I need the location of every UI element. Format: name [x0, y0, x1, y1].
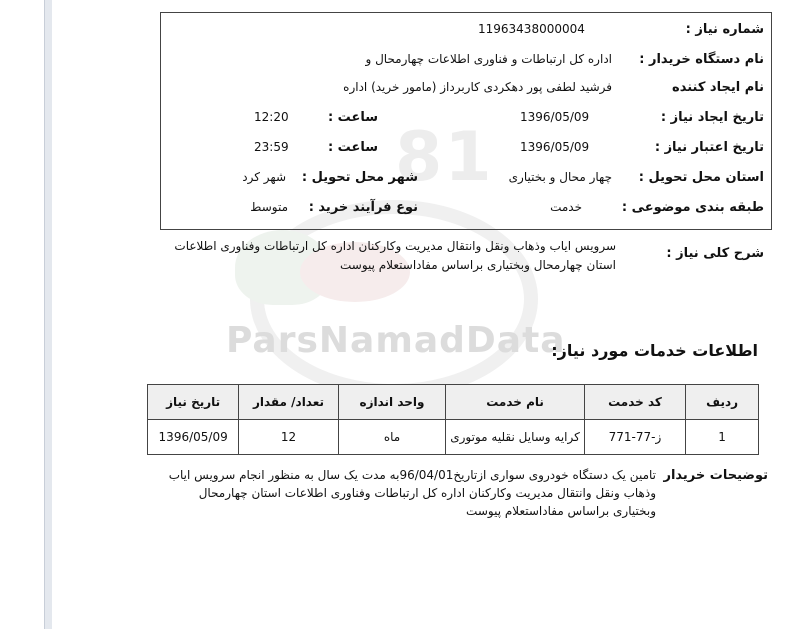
created-time-value: 12:20	[254, 110, 289, 124]
province-label: استان محل تحویل :	[638, 170, 764, 185]
creator-label: نام ایجاد کننده	[672, 80, 764, 95]
validity-time-label: ساعت :	[327, 140, 378, 155]
category-label: طبقه بندی موضوعی :	[621, 200, 764, 215]
need-number-value: 11963438000004	[478, 22, 585, 36]
buyer-notes-label: توضیحات خریدار	[663, 468, 768, 483]
process-value: متوسط	[250, 200, 288, 214]
validity-date-value: 1396/05/09	[520, 140, 590, 154]
buyer-notes-line-3: وبختیاری براساس مفاداستعلام پیوست	[466, 504, 656, 518]
col-row-number: ردیف	[686, 385, 759, 420]
services-table	[147, 384, 759, 455]
need-number-label: شماره نیاز :	[685, 22, 764, 37]
province-value: چهار محال و بختیاری	[508, 170, 612, 184]
validity-date-label: تاریخ اعتبار نیاز :	[654, 140, 764, 155]
col-quantity: تعداد/ مقدار	[239, 385, 338, 420]
services-header-row	[148, 385, 759, 420]
buyer-notes-line-1: تامین یک دستگاه خودروی سواری ازتاریخ96/04/01به مدت یک سال به منظور انجام سرویس ایاب	[168, 468, 656, 482]
buyer-value: اداره کل ارتباطات و فناوری اطلاعات چهارمحال و	[365, 52, 612, 66]
col-unit: واحد اندازه	[338, 385, 446, 420]
buyer-notes-line-2: وذهاب ونقل وانتقال مدیریت وکارکنان اداره کل ارتباطات وفناوری اطلاعات استان چهارمحال	[198, 486, 656, 500]
created-date-label: تاریخ ایجاد نیاز :	[660, 110, 764, 125]
watermark-brand: ParsNamadData	[226, 320, 566, 361]
cell-row-number: 1	[686, 420, 759, 455]
buyer-label: نام دستگاه خریدار :	[639, 52, 764, 67]
cell-service-name: کرایه وسایل نقلیه موتوری	[446, 420, 584, 455]
cell-unit: ماه	[338, 420, 446, 455]
summary-line-2: استان چهارمحال وبختیاری براساس مفاداستعلام پیوست	[339, 258, 616, 272]
table-row	[148, 420, 759, 455]
services-section-title: اطلاعات خدمات مورد نیاز:	[551, 341, 758, 360]
col-service-name: نام خدمت	[446, 385, 584, 420]
process-label: نوع فرآیند خرید :	[308, 200, 418, 215]
col-service-code: کد خدمت	[584, 385, 685, 420]
summary-line-1: سرویس ایاب وذهاب ونقل وانتقال مدیریت وکارکنان اداره کل ارتباطات وفناوری اطلاعات	[174, 239, 616, 253]
created-date-value: 1396/05/09	[520, 110, 590, 124]
buyer-notes-text	[56, 466, 656, 520]
cell-quantity: 12	[239, 420, 338, 455]
cell-service-code: ز-77-771	[584, 420, 685, 455]
summary-label: شرح کلی نیاز :	[666, 246, 764, 261]
creator-value: فرشید لطفی پور دهکردی کاربرداز (مامور خرید) اداره	[343, 80, 612, 94]
category-value: خدمت	[550, 200, 582, 214]
created-time-label: ساعت :	[327, 110, 378, 125]
watermark-number: 81	[395, 118, 494, 197]
col-need-date: تاریخ نیاز	[148, 385, 239, 420]
city-label: شهر محل تحویل :	[301, 170, 418, 185]
validity-time-value: 23:59	[254, 140, 289, 154]
cell-need-date: 1396/05/09	[148, 420, 239, 455]
city-value: شهر کرد	[242, 170, 286, 184]
left-margin-rule	[44, 0, 52, 629]
